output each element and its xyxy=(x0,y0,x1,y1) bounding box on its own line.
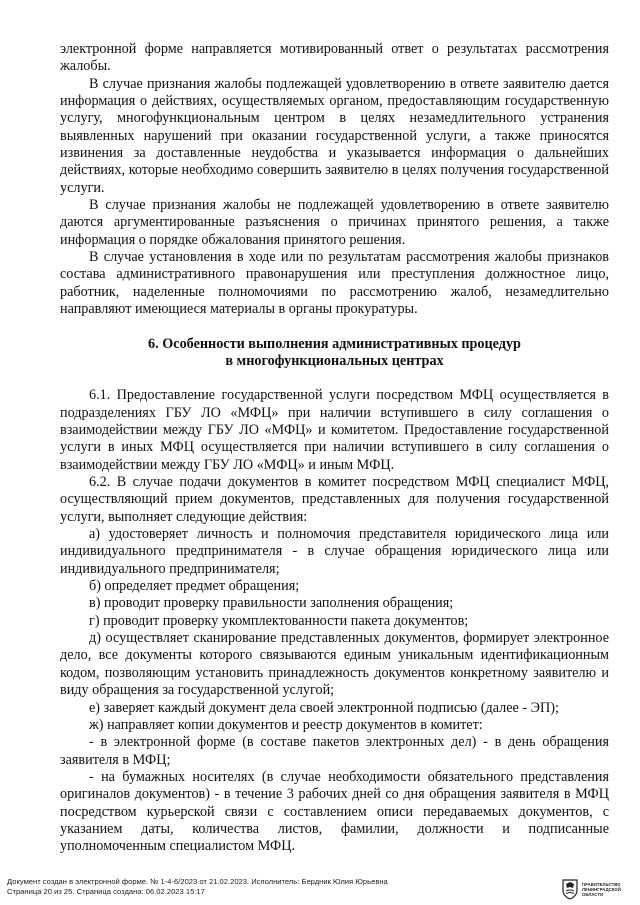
list-item-a: а) удостоверяет личность и полномочия представителя юридического лица или индивидуального предпринимателя - в случае обращения юридического лица или индивидуального предпринимателя; xyxy=(60,526,609,577)
logo-line-1: ПРАВИТЕЛЬСТВО xyxy=(582,881,621,887)
sub-item-electronic: - в электронной форме (в составе пакетов электронных дел) - в день обращения заявителя в МФЦ; xyxy=(60,734,609,768)
paragraph-6-1: 6.1. Предоставление государственной услуги посредством МФЦ осуществляется в подразделениях ГБУ ЛО «МФЦ» при наличии вступившего в силу соглашения о взаимодействии между ГБУ ЛО «МФЦ» и комитетом. Предоставление государственной услуги в иных МФЦ осуществляется при наличии вступившего в силу соглашения о взаимодействии между ГБУ ЛО «МФЦ» и иным МФЦ. xyxy=(60,387,609,473)
footer-page-info: Страница 20 из 25. Страница создана: 06.02.2023 15:17 xyxy=(7,886,205,896)
coat-of-arms-icon xyxy=(561,878,579,900)
list-item-d: д) осуществляет сканирование представленных документов, формирует электронное дело, все документы которого связываются единым уникальным идентификационным кодом, позволяющим установить принадлежность документов конкретному заявителю и виду обращения за государственной услугой; xyxy=(60,630,609,699)
document-body xyxy=(60,41,609,856)
paragraph-6-2: 6.2. В случае подачи документов в комитет посредством МФЦ специалист МФЦ, осуществляющий прием документов, представленных для получения государственной услуги, выполняет следующие действия: xyxy=(60,474,609,525)
footer-document-info: Документ создан в электронной форме. № 1-4-6/2023 от 21.02.2023. Исполнитель: Бердник Юлия Юрьевна xyxy=(7,877,388,886)
logo-line-3: ОБЛАСТИ xyxy=(582,891,604,897)
government-logo-text xyxy=(582,882,621,897)
list-item-v: в) проводит проверку правильности заполнения обращения; xyxy=(89,595,454,612)
document-footer xyxy=(7,877,633,903)
sub-item-paper: - на бумажных носителях (в случае необходимости обязательного представления оригиналов документов) - в течение 3 рабочих дней со дня обращения заявителя в МФЦ посредством курьерской связи с составлением описи передаваемых документов, с указанием даты, количества листов, фамилии, должности и подписанные уполномоченным специалистом МФЦ. xyxy=(60,768,609,855)
list-item-g: г) проводит проверку укомплектованности пакета документов; xyxy=(89,612,469,629)
section-heading xyxy=(60,336,609,371)
section-heading-line1: 6. Особенности выполнения административных процедур xyxy=(148,335,521,352)
paragraph: электронной форме направляется мотивированный ответ о результатах рассмотрения жалобы. xyxy=(60,41,609,75)
paragraph: В случае признания жалобы не подлежащей удовлетворению в ответе заявителю даются аргументированные разъяснения о причинах принятого решения, а также информация о порядке обжалования принятого решения. xyxy=(60,197,609,248)
logo-line-2: ЛЕНИНГРАДСКОЙ xyxy=(582,886,621,892)
paragraph: В случае признания жалобы подлежащей удовлетворению в ответе заявителю дается информация о действиях, осуществляемых органом, предоставляющим государственную услугу, многофункциональным центром в целях незамедлительного устранения выявленных нарушений при оказании государственной услуги, а также приносятся извинения за доставленные неудобства и указывается информация о дальнейших действиях, которые необходимо совершить заявителю в целях получения государственной услуги. xyxy=(60,75,609,196)
government-logo xyxy=(561,878,627,900)
paragraphs-before-heading xyxy=(60,41,609,319)
paragraphs-after-heading xyxy=(60,387,609,855)
section-heading-line2: в многофункциональных центрах xyxy=(225,352,444,369)
paragraph: В случае установления в ходе или по результатам рассмотрения жалобы признаков состава административного правонарушения или преступления должностное лицо, работник, наделенные полномочиями по рассмотрению жалоб, незамедлительно направляют имеющиеся материалы в органы прокуратуры. xyxy=(60,249,609,318)
list-item-b: б) определяет предмет обращения; xyxy=(89,578,300,595)
list-item-e: е) заверяет каждый документ дела своей электронной подписью (далее - ЭП); xyxy=(89,699,559,716)
list-item-zh: ж) направляет копии документов и реестр документов в комитет: xyxy=(89,716,483,733)
